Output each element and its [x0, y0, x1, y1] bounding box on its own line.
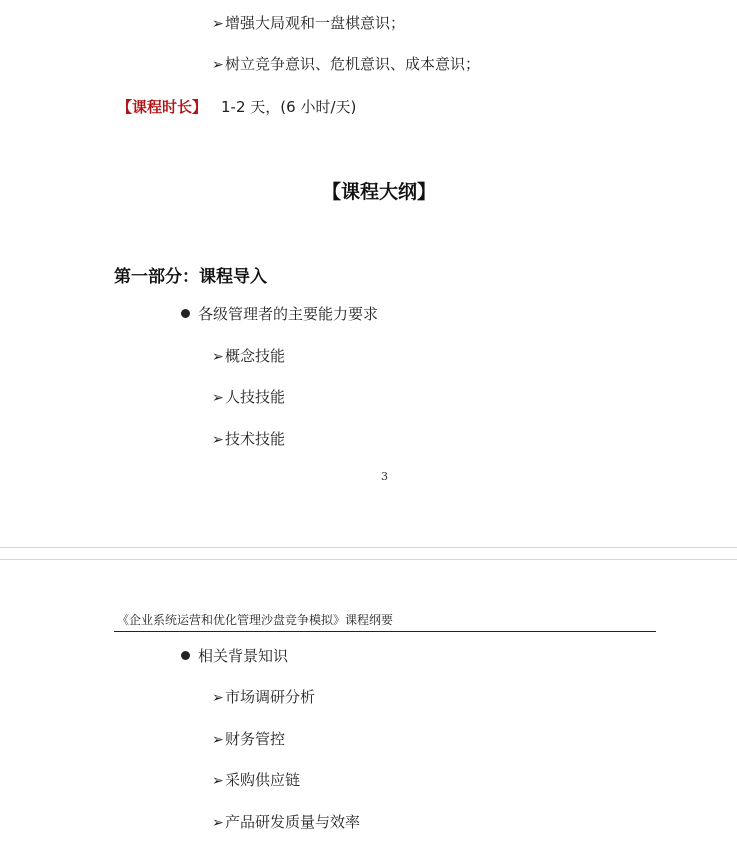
course-duration: [117, 96, 356, 117]
bullet-item: [181, 646, 288, 666]
sub-item: [212, 770, 300, 791]
objective-item-text: 增强大局观和一盘棋意识；: [225, 14, 406, 32]
bullet-item-text: 各级管理者的主要能力要求: [198, 305, 379, 323]
part-title: 第一部分：课程导入: [114, 267, 267, 287]
arrow-bullet-icon: ➢: [212, 390, 224, 406]
arrow-bullet-icon: ➢: [212, 773, 224, 789]
sub-item: [212, 687, 315, 708]
bullet-item: [181, 304, 378, 324]
bullet-dot-icon: [181, 651, 190, 660]
sub-item-text: 市场调研分析: [225, 688, 316, 706]
arrow-bullet-icon: ➢: [212, 349, 224, 365]
sub-item: [212, 729, 285, 750]
sub-item-text: 技术技能: [225, 430, 286, 448]
header-rule: [114, 631, 656, 632]
page-number: 3: [381, 470, 388, 483]
sub-item-text: 产品研发质量与效率: [225, 813, 361, 831]
sub-item: [212, 387, 285, 408]
page-break: [0, 547, 737, 560]
objective-item: [212, 54, 480, 75]
sub-item-text: 人技技能: [225, 388, 286, 406]
arrow-bullet-icon: ➢: [212, 57, 224, 73]
course-duration-label: 【课程时长】: [117, 98, 208, 116]
arrow-bullet-icon: ➢: [212, 732, 224, 748]
sub-item-text: 概念技能: [225, 347, 286, 365]
running-header: 《企业系统运营和优化管理沙盘竞争模拟》课程纲要: [117, 613, 394, 627]
arrow-bullet-icon: ➢: [212, 815, 224, 831]
course-duration-value: 1-2 天，(6 小时/天): [221, 98, 357, 116]
outline-title: 【课程大纲】: [322, 181, 437, 203]
bullet-dot-icon: [181, 309, 190, 318]
sub-item-text: 采购供应链: [225, 771, 301, 789]
arrow-bullet-icon: ➢: [212, 690, 224, 706]
sub-item: [212, 429, 285, 450]
sub-item: [212, 812, 360, 833]
objective-item: [212, 13, 405, 34]
arrow-bullet-icon: ➢: [212, 432, 224, 448]
sub-item: [212, 346, 285, 367]
sub-item-text: 财务管控: [225, 730, 286, 748]
bullet-item-text: 相关背景知识: [198, 647, 289, 665]
objective-item-text: 树立竞争意识、危机意识、成本意识；: [225, 55, 481, 73]
arrow-bullet-icon: ➢: [212, 16, 224, 32]
